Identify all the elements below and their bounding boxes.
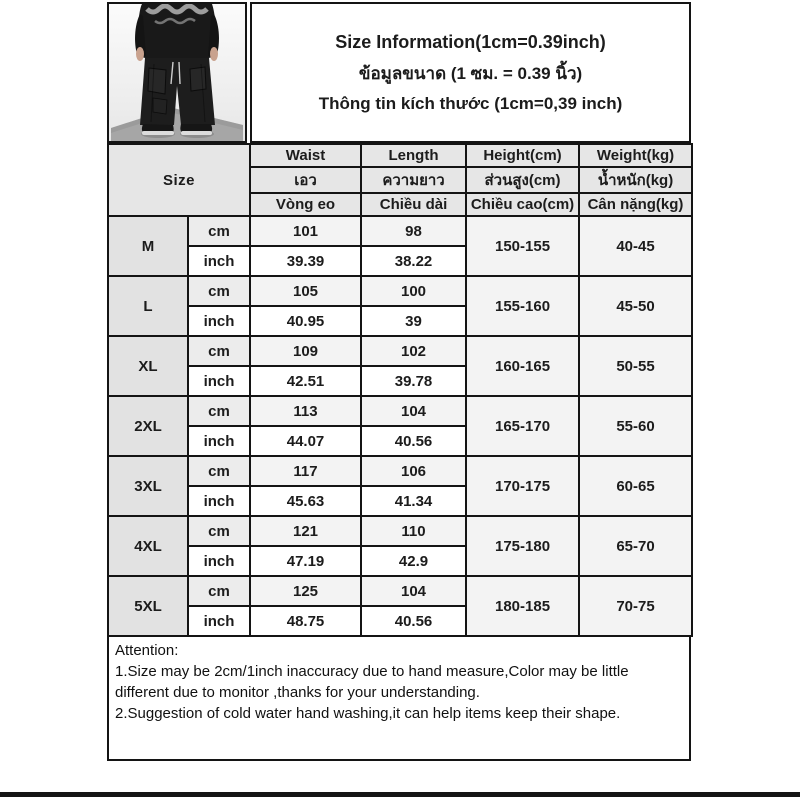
title-vietnamese: Thông tin kích thước (1cm=0,39 inch) <box>318 93 623 113</box>
size-row-4xl-cm <box>108 516 692 546</box>
height-range: 180-185 <box>466 576 579 636</box>
size-row-m-cm <box>108 216 692 246</box>
product-photo <box>107 2 247 143</box>
unit-cm-label: cm <box>188 576 250 606</box>
unit-inch-label: inch <box>188 606 250 636</box>
height-range: 160-165 <box>466 336 579 396</box>
weight-range: 70-75 <box>579 576 692 636</box>
size-row-5xl-cm <box>108 576 692 606</box>
length-inch-value: 42.9 <box>361 546 466 576</box>
weight-range: 60-65 <box>579 456 692 516</box>
unit-inch-label: inch <box>188 366 250 396</box>
unit-inch-label: inch <box>188 426 250 456</box>
title-english: Size Information(1cm=0.39inch) <box>335 31 606 52</box>
length-inch-value: 38.22 <box>361 246 466 276</box>
length-cm-value: 100 <box>361 276 466 306</box>
attention-heading: Attention: <box>115 642 179 659</box>
title-block <box>250 2 691 143</box>
length-cm-value: 98 <box>361 216 466 246</box>
waist-cm-value: 109 <box>250 336 361 366</box>
unit-cm-label: cm <box>188 396 250 426</box>
unit-cm-label: cm <box>188 276 250 306</box>
title-thai: ข้อมูลขนาด (1 ซม. = 0.39 นิ้ว) <box>358 63 583 83</box>
size-chart-content <box>107 2 691 761</box>
waist-cm-value: 121 <box>250 516 361 546</box>
size-label: 4XL <box>108 516 188 576</box>
length-inch-value: 40.56 <box>361 606 466 636</box>
unit-cm-label: cm <box>188 336 250 366</box>
length-inch-value: 39 <box>361 306 466 336</box>
waist-inch-value: 44.07 <box>250 426 361 456</box>
weight-range: 55-60 <box>579 396 692 456</box>
col-header-height: Height(cm) <box>466 144 579 167</box>
height-range: 150-155 <box>466 216 579 276</box>
waist-inch-value: 39.39 <box>250 246 361 276</box>
unit-cm-label: cm <box>188 456 250 486</box>
col-header-weight-th: น้ำหนัก(kg) <box>579 167 692 193</box>
waist-cm-value: 117 <box>250 456 361 486</box>
height-range: 170-175 <box>466 456 579 516</box>
length-cm-value: 102 <box>361 336 466 366</box>
waist-inch-value: 48.75 <box>250 606 361 636</box>
length-inch-value: 40.56 <box>361 426 466 456</box>
unit-cm-label: cm <box>188 216 250 246</box>
size-row-2xl-cm <box>108 396 692 426</box>
waist-cm-value: 125 <box>250 576 361 606</box>
waist-cm-value: 105 <box>250 276 361 306</box>
col-header-waist-th: เอว <box>250 167 361 193</box>
size-label: 3XL <box>108 456 188 516</box>
unit-cm-label: cm <box>188 516 250 546</box>
col-header-length: Length <box>361 144 466 167</box>
size-label: XL <box>108 336 188 396</box>
length-inch-value: 39.78 <box>361 366 466 396</box>
weight-range: 65-70 <box>579 516 692 576</box>
col-header-waist: Waist <box>250 144 361 167</box>
unit-inch-label: inch <box>188 306 250 336</box>
waist-cm-value: 113 <box>250 396 361 426</box>
col-header-length-vi: Chiều dài <box>361 193 466 216</box>
waist-inch-value: 42.51 <box>250 366 361 396</box>
size-header-cell: Size <box>108 144 250 216</box>
col-header-height-th: ส่วนสูง(cm) <box>466 167 579 193</box>
height-range: 175-180 <box>466 516 579 576</box>
height-range: 155-160 <box>466 276 579 336</box>
col-header-weight: Weight(kg) <box>579 144 692 167</box>
bottom-divider-bar <box>0 792 800 797</box>
top-section <box>107 2 691 143</box>
waist-cm-value: 101 <box>250 216 361 246</box>
product-photo-illustration <box>109 4 245 141</box>
waist-inch-value: 40.95 <box>250 306 361 336</box>
length-inch-value: 41.34 <box>361 486 466 516</box>
length-cm-value: 104 <box>361 396 466 426</box>
attention-note-1: 1.Size may be 2cm/1inch inaccuracy due to hand measure,Color may be little different due to monitor ,thanks for your understanding. <box>115 663 629 701</box>
unit-inch-label: inch <box>188 246 250 276</box>
attention-box <box>107 637 691 761</box>
size-row-xl-cm <box>108 336 692 366</box>
waist-inch-value: 45.63 <box>250 486 361 516</box>
size-row-l-cm <box>108 276 692 306</box>
weight-range: 45-50 <box>579 276 692 336</box>
size-row-3xl-cm <box>108 456 692 486</box>
unit-inch-label: inch <box>188 546 250 576</box>
size-label: 5XL <box>108 576 188 636</box>
length-cm-value: 110 <box>361 516 466 546</box>
header-row-en <box>108 144 692 167</box>
length-cm-value: 104 <box>361 576 466 606</box>
weight-range: 40-45 <box>579 216 692 276</box>
length-cm-value: 106 <box>361 456 466 486</box>
height-range: 165-170 <box>466 396 579 456</box>
size-label: 2XL <box>108 396 188 456</box>
unit-inch-label: inch <box>188 486 250 516</box>
waist-inch-value: 47.19 <box>250 546 361 576</box>
size-label: M <box>108 216 188 276</box>
size-label: L <box>108 276 188 336</box>
col-header-waist-vi: Vòng eo <box>250 193 361 216</box>
col-header-height-vi: Chiều cao(cm) <box>466 193 579 216</box>
weight-range: 50-55 <box>579 336 692 396</box>
attention-note-2: 2.Suggestion of cold water hand washing,it can help items keep their shape. <box>115 705 621 722</box>
size-table <box>107 143 693 637</box>
col-header-weight-vi: Cân nặng(kg) <box>579 193 692 216</box>
col-header-length-th: ความยาว <box>361 167 466 193</box>
